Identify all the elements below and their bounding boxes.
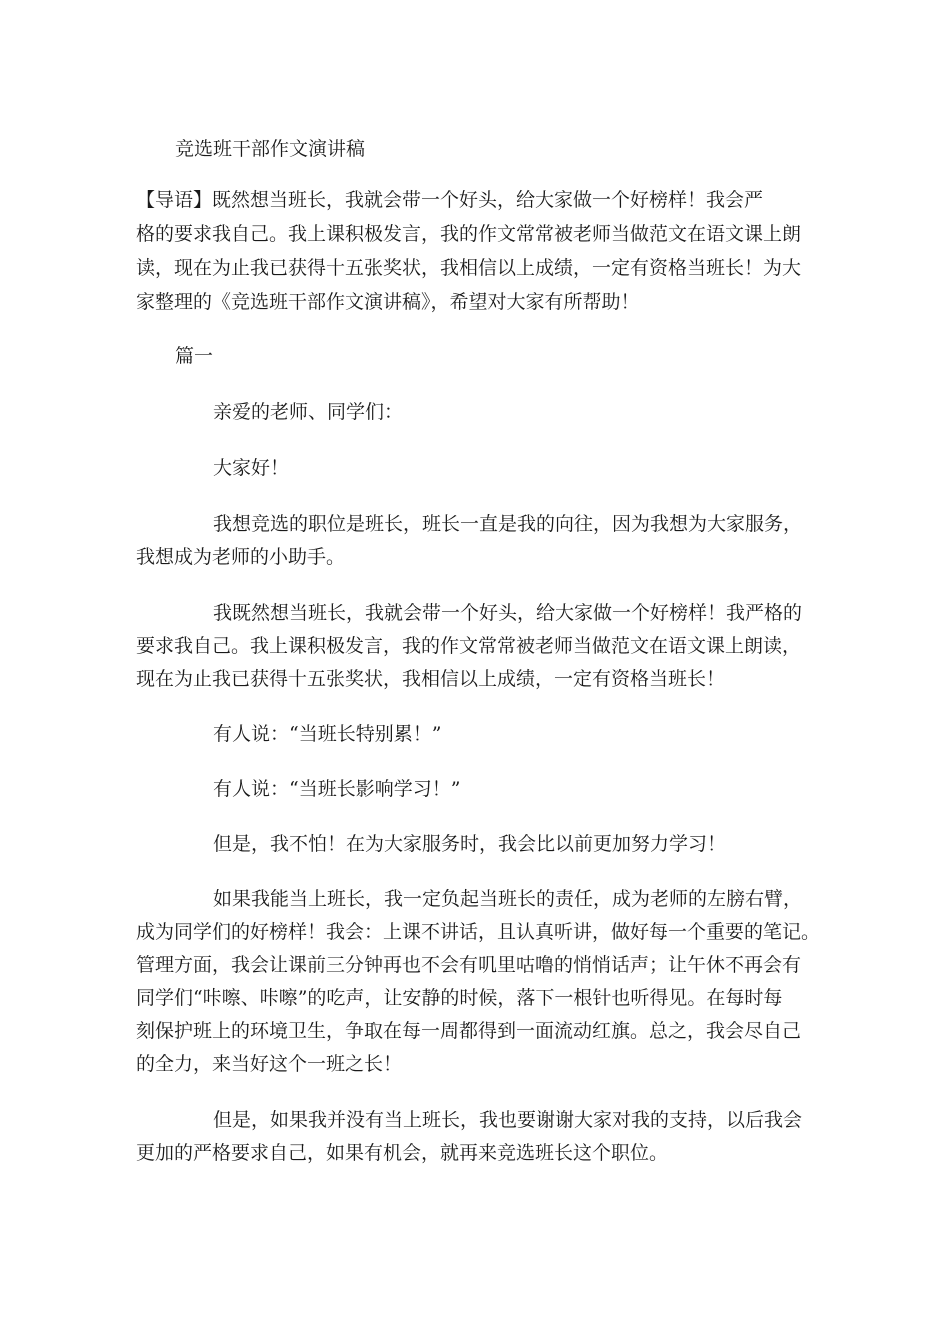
paragraph-line: 的全力，来当好这个一班之长！: [136, 1053, 403, 1075]
intro-line: 家整理的《竞选班干部作文演讲稿》，希望对大家有所帮助！: [136, 291, 640, 313]
paragraph-line: 我想成为老师的小助手。: [136, 546, 346, 568]
salutation: 亲爱的老师、同学们：: [213, 401, 404, 423]
paragraph-line: 要求我自己。我上课积极发言，我的作文常常被老师当做范文在语文课上朗读，: [136, 635, 802, 657]
paragraph-line: 刻保护班上的环境卫生，争取在每一周都得到一面流动红旗。总之，我会尽自己: [136, 1020, 802, 1042]
document-title: 竞选班干部作文演讲稿: [175, 138, 366, 160]
paragraph-line: 但是，我不怕！在为大家服务时，我会比以前更加努力学习！: [213, 833, 727, 855]
intro-line: 格的要求我自己。我上课积极发言，我的作文常常被老师当做范文在语文课上朗: [136, 223, 802, 245]
paragraph-line: 我既然想当班长，我就会带一个好头，给大家做一个好榜样！我严格的: [213, 602, 803, 624]
quote-line: 有人说：“当班长特别累！”: [213, 723, 442, 745]
paragraph-line: 我想竞选的职位是班长，班长一直是我的向往，因为我想为大家服务，: [213, 513, 803, 535]
paragraph-line: 同学们“咔嚓、咔嚓”的吃声，让安静的时候，落下一根针也听得见。在每时每: [136, 987, 783, 1009]
greeting: 大家好！: [213, 457, 290, 479]
paragraph-line: 如果我能当上班长，我一定负起当班长的责任，成为老师的左膀右臂，: [213, 888, 803, 910]
paragraph-line: 更加的严格要求自己，如果有机会，就再来竞选班长这个职位。: [136, 1142, 669, 1164]
quote-line: 有人说：“当班长影响学习！”: [213, 778, 461, 800]
section-label: 篇一: [175, 345, 214, 367]
paragraph-line: 管理方面，我会让课前三分钟再也不会有叽里咕噜的悄悄话声；让午休不再会有: [136, 954, 802, 976]
paragraph-line: 现在为止我已获得十五张奖状，我相信以上成绩，一定有资格当班长！: [136, 668, 726, 690]
intro-line: 【导语】既然想当班长，我就会带一个好头，给大家做一个好榜样！我会严: [136, 189, 764, 211]
paragraph-line: 成为同学们的好榜样！我会：上课不讲话，且认真听讲，做好每一个重要的笔记。: [136, 921, 821, 943]
paragraph-line: 但是，如果我并没有当上班长，我也要谢谢大家对我的支持，以后我会: [213, 1109, 803, 1131]
intro-line: 读，现在为止我已获得十五张奖状，我相信以上成绩，一定有资格当班长！为大: [136, 257, 802, 279]
